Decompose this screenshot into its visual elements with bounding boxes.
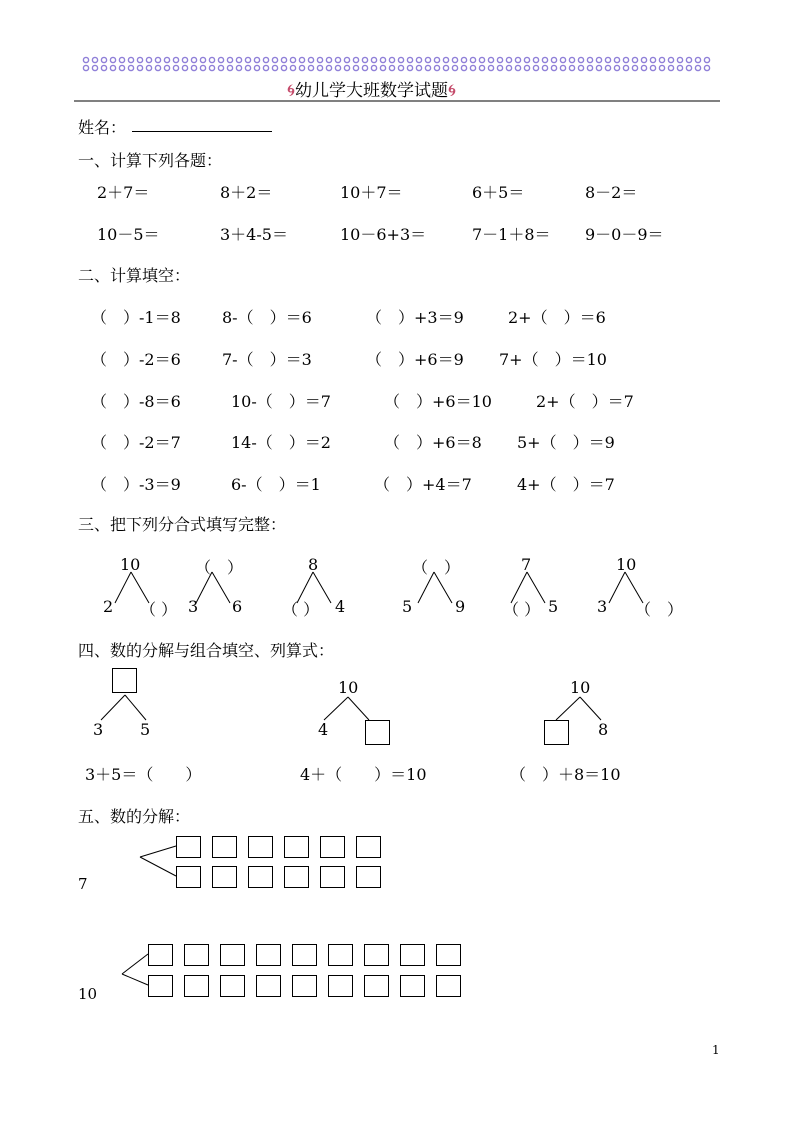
tree-left[interactable]: （ ） — [503, 600, 541, 619]
arithmetic-problem: 10＋7＝ — [340, 183, 403, 202]
connector-line — [122, 954, 148, 974]
tree-top[interactable]: （ ） — [412, 558, 461, 577]
tree-right[interactable]: 9 — [455, 597, 466, 616]
tree-left[interactable]: （ ） — [282, 600, 320, 619]
answer-box[interactable] — [400, 944, 425, 966]
answer-box[interactable] — [184, 944, 209, 966]
connector-line — [125, 695, 146, 720]
answer-box[interactable] — [176, 866, 201, 888]
tree-right: 5 — [140, 720, 151, 739]
answer-box[interactable] — [220, 975, 245, 997]
answer-box[interactable] — [212, 836, 237, 858]
decomposition-number: 7 — [78, 875, 88, 893]
fill-blank-problem[interactable]: 6-（ ）＝1 — [231, 475, 321, 494]
answer-box[interactable] — [544, 720, 569, 745]
answer-box[interactable] — [256, 944, 281, 966]
fill-blank-problem[interactable]: 14-（ ）＝2 — [231, 433, 331, 452]
fill-blank-problem[interactable]: （ ）-3＝9 — [91, 475, 181, 494]
answer-box[interactable] — [256, 975, 281, 997]
answer-box[interactable] — [284, 866, 309, 888]
fill-blank-problem[interactable]: （ ）+4＝7 — [374, 475, 472, 494]
tree-top[interactable]: 7 — [521, 555, 532, 574]
answer-box[interactable] — [292, 975, 317, 997]
arithmetic-problem: 8－2＝ — [585, 183, 638, 202]
connector-line — [324, 697, 348, 720]
fill-blank-problem[interactable]: 8-（ ）＝6 — [222, 308, 312, 327]
answer-box[interactable] — [436, 975, 461, 997]
connector-line — [140, 857, 176, 876]
section-4-heading: 四、数的分解与组合填空、列算式： — [78, 641, 335, 660]
tree-left[interactable]: 5 — [402, 597, 413, 616]
arithmetic-problem: 7－1＋8＝ — [472, 225, 551, 244]
tree-left: 3 — [93, 720, 104, 739]
tree-right[interactable]: （ ） — [635, 600, 684, 619]
answer-box[interactable] — [320, 836, 345, 858]
answer-box[interactable] — [400, 975, 425, 997]
answer-box[interactable] — [176, 836, 201, 858]
page-title: 🌀︎幼儿学大班数学试题🌀︎ — [287, 81, 456, 101]
fill-blank-problem[interactable]: 2+（ ）＝6 — [508, 308, 606, 327]
section-2-heading: 二、计算填空： — [78, 266, 191, 285]
answer-box[interactable] — [364, 944, 389, 966]
answer-box[interactable] — [112, 668, 137, 693]
fill-blank-problem[interactable]: 4+（ ）＝7 — [517, 475, 615, 494]
fill-blank-problem[interactable]: 10-（ ）＝7 — [231, 392, 331, 411]
section-1-heading: 一、计算下列各题： — [78, 151, 223, 170]
fill-blank-problem[interactable]: （ ）+6＝9 — [366, 350, 464, 369]
connector-line — [556, 697, 580, 720]
answer-box[interactable] — [364, 975, 389, 997]
tree-right[interactable]: （ ） — [140, 600, 178, 619]
tree-top[interactable]: 10 — [616, 555, 637, 574]
section-5-heading: 五、数的分解： — [78, 807, 191, 826]
tree-left[interactable]: 2 — [103, 597, 114, 616]
arithmetic-problem: 9－0－9＝ — [585, 225, 664, 244]
arithmetic-problem: 6＋5＝ — [472, 183, 525, 202]
fill-blank-problem[interactable]: 5+（ ）＝9 — [517, 433, 615, 452]
tree-right[interactable]: 5 — [548, 597, 559, 616]
arithmetic-problem: 8＋2＝ — [220, 183, 273, 202]
fill-blank-problem[interactable]: 7+（ ）＝10 — [499, 350, 607, 369]
connector-line — [609, 572, 625, 603]
answer-box[interactable] — [248, 866, 273, 888]
tree-top[interactable]: 10 — [120, 555, 141, 574]
tree-right[interactable]: 6 — [232, 597, 243, 616]
tree-left[interactable]: 3 — [597, 597, 608, 616]
fill-blank-problem[interactable]: （ ）+3＝9 — [366, 308, 464, 327]
connector-line — [140, 846, 176, 857]
fill-blank-problem[interactable]: （ ）+6＝10 — [384, 392, 492, 411]
answer-box[interactable] — [148, 975, 173, 997]
tree-top[interactable]: （ ） — [195, 558, 244, 577]
answer-box[interactable] — [356, 836, 381, 858]
page-number: 1 — [712, 1043, 720, 1057]
answer-box[interactable] — [248, 836, 273, 858]
answer-box[interactable] — [328, 944, 353, 966]
connector-line — [580, 697, 601, 720]
swirl-icon: 🌀︎ — [287, 81, 295, 101]
answer-box[interactable] — [184, 975, 209, 997]
answer-box[interactable] — [320, 866, 345, 888]
connector-line — [101, 695, 125, 720]
decomposition-number: 10 — [78, 985, 98, 1003]
arithmetic-problem: 10－5＝ — [97, 225, 160, 244]
answer-box[interactable] — [212, 866, 237, 888]
equation[interactable]: 3＋5＝（ ） — [85, 765, 202, 784]
arithmetic-problem: 3＋4-5＝ — [220, 225, 288, 244]
fill-blank-problem[interactable]: （ ）-1＝8 — [91, 308, 181, 327]
arithmetic-problem: 2＋7＝ — [97, 183, 150, 202]
connector-line — [115, 572, 131, 603]
answer-box[interactable] — [220, 944, 245, 966]
section-3-heading: 三、把下列分合式填写完整： — [78, 515, 287, 534]
fill-blank-problem[interactable]: （ ）-2＝6 — [91, 350, 181, 369]
answer-box[interactable] — [365, 720, 390, 745]
connector-line — [122, 974, 148, 985]
tree-top: 10 — [570, 678, 591, 697]
fill-blank-problem[interactable]: 7-（ ）＝3 — [222, 350, 312, 369]
connector-line — [348, 697, 369, 720]
answer-box[interactable] — [436, 944, 461, 966]
tree-right[interactable]: 4 — [335, 597, 346, 616]
name-label: 姓名： — [78, 118, 127, 137]
fill-blank-problem[interactable]: （ ）-8＝6 — [91, 392, 181, 411]
answer-box[interactable] — [328, 975, 353, 997]
tree-left: 4 — [318, 720, 329, 739]
equation[interactable]: 4＋（ ）＝10 — [300, 765, 427, 784]
answer-box[interactable] — [292, 944, 317, 966]
answer-box[interactable] — [148, 944, 173, 966]
answer-box[interactable] — [284, 836, 309, 858]
tree-left[interactable]: 3 — [188, 597, 199, 616]
swirl-icon: 🌀︎ — [448, 81, 456, 101]
fill-blank-problem[interactable]: 2+（ ）＝7 — [536, 392, 634, 411]
tree-top[interactable]: 8 — [308, 555, 319, 574]
fill-blank-problem[interactable]: （ ）+6＝8 — [384, 433, 482, 452]
tree-right: 8 — [598, 720, 609, 739]
answer-box[interactable] — [356, 866, 381, 888]
fill-blank-problem[interactable]: （ ）-2＝7 — [91, 433, 181, 452]
arithmetic-problem: 10－6+3＝ — [340, 225, 427, 244]
tree-top: 10 — [338, 678, 359, 697]
equation[interactable]: （ ）＋8＝10 — [510, 765, 621, 784]
